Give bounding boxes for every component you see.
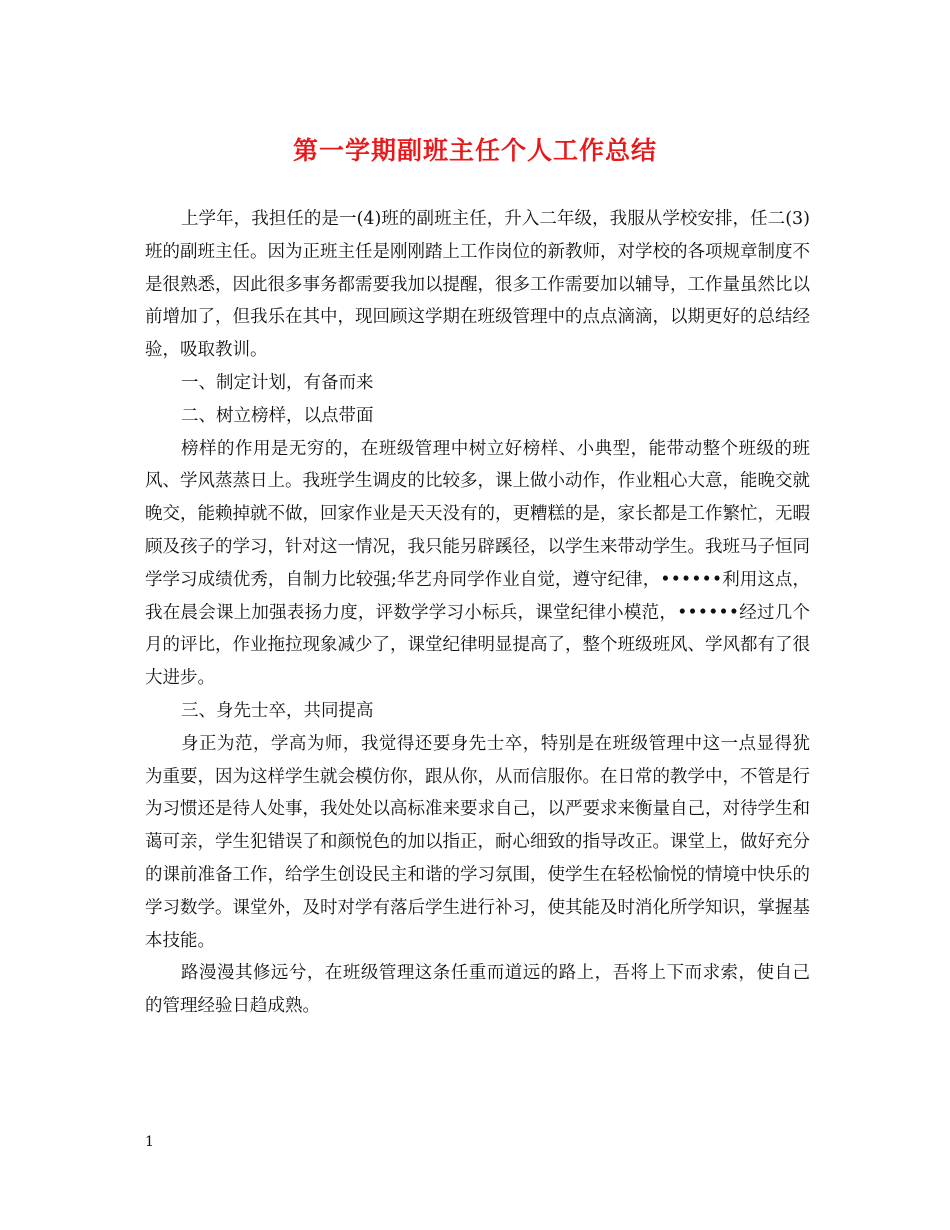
paragraph-lead-by-example: 身正为范，学高为师，我觉得还要身先士卒，特别是在班级管理中这一点显得犹为重要，因为这样学生就会模仿你，跟从你，从而信服你。在日常的教学中，不管是行为习惯还是待人处事，我处处以高标准来要求自己，以严要求来衡量自己，对待学生和蔼可亲，学生犯错误了和颜悦色的加以指正，耐心细致的指导改正。课堂上，做好充分的课前准备工作，给学生创设民主和谐的学习氛围，使学生在轻松愉悦的情境中快乐的学习数学。课堂外，及时对学有落后学生进行补习，使其能及时消化所学知识，掌握基本技能。 (145, 733, 810, 951)
section-heading-1: 一、制定计划，有备而来 (181, 372, 374, 393)
document-body (145, 203, 810, 1023)
document-title: 第一学期副班主任个人工作总结 (292, 136, 657, 165)
paragraph-conclusion: 路漫漫其修远兮，在班级管理这条任重而道远的路上，吾将上下而求索，使自己的管理经验日趋成熟。 (145, 963, 810, 1017)
paragraph-role-model: 榜样的作用是无穷的，在班级管理中树立好榜样、小典型，能带动整个班级的班风、学风蒸蒸日上。我班学生调皮的比较多，课上做小动作，作业粗心大意，能晚交就晚交，能赖掉就不做，回家作业是天天没有的，更糟糕的是，家长都是工作繁忙，无暇顾及孩子的学习，针对这一情况，我只能另辟蹊径，以学生来带动学生。我班马子恒同学学习成绩优秀，自制力比较强;华艺舟同学作业自觉，遵守纪律，••••••利用这点，我在晨会课上加强表扬力度，评数学学习小标兵，课堂纪律小模范，••••••经过几个月的评比，作业拖拉现象减少了，课堂纪律明显提高了，整个班级班风、学风都有了很大进步。 (145, 438, 810, 689)
section-heading-2: 二、树立榜样，以点带面 (181, 405, 374, 426)
section-heading-3: 三、身先士卒，共同提高 (181, 700, 374, 721)
page-number: 1 (145, 1134, 154, 1150)
paragraph-intro: 上学年，我担任的是一(4)班的副班主任，升入二年级，我服从学校安排，任二(3)班的副班主任。因为正班主任是刚刚踏上工作岗位的新教师，对学校的各项规章制度不是很熟悉，因此很多事务都需要我加以提醒，很多工作需要加以辅导，工作量虽然比以前增加了，但我乐在其中，现回顾这学期在班级管理中的点点滴滴，以期更好的总结经验，吸取教训。 (145, 209, 810, 361)
